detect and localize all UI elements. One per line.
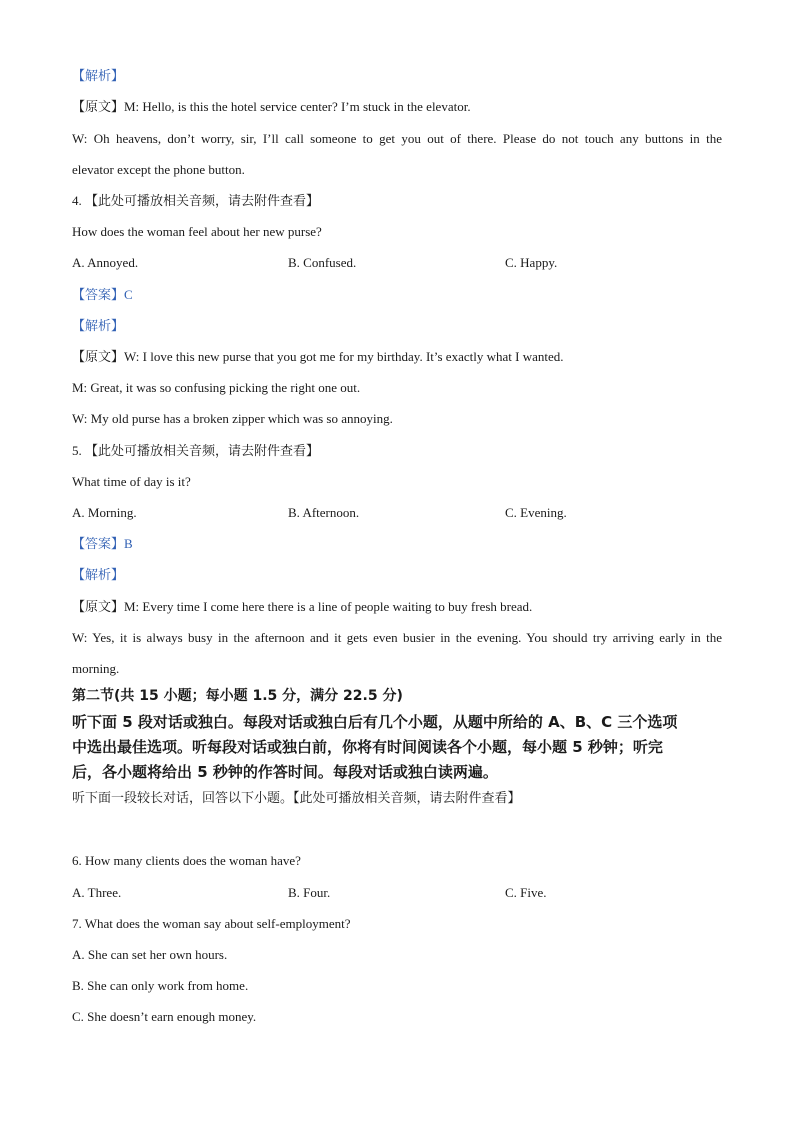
transcript-line: 【原文】M: Every time I come here there is a line of people waiting to buy fresh bread.: [72, 599, 533, 614]
option-b: B. Four.: [288, 885, 331, 900]
option-b: B. Afternoon.: [288, 505, 360, 520]
question-4-text: How does the woman feel about her new purse?: [72, 224, 322, 239]
option-c: C. Happy.: [505, 255, 558, 270]
instructions-line: 后，各小题将给出 5 秒钟的作答时间。每段对话或独白读两遍。: [72, 763, 498, 781]
option-c: C. Five.: [505, 885, 547, 900]
option-a: A. Annoyed.: [72, 255, 139, 270]
question-4-header: 4. 【此处可播放相关音频，请去附件查看】: [72, 193, 320, 208]
transcript-line: elevator except the phone button.: [72, 162, 245, 177]
question-5-text: What time of day is it?: [72, 474, 191, 489]
transcript-line: morning.: [72, 661, 120, 676]
analysis-label: 【解析】: [72, 567, 125, 582]
option-a: A. Morning.: [72, 505, 137, 520]
question-5-options: [72, 505, 732, 521]
option-a: A. She can set her own hours.: [72, 947, 228, 962]
instructions-line: 中选出最佳选项。听每段对话或独白前，你将有时间阅读各个小题，每小题 5 秒钟；听完: [72, 738, 663, 756]
instructions-line: 听下面 5 段对话或独白。每段对话或独白后有几个小题，从题中所给的 A、B、C 三个选项: [72, 713, 678, 731]
question-6-text: 6. How many clients does the woman have?: [72, 853, 301, 868]
option-c: C. Evening.: [505, 505, 567, 520]
long-dialog-prompt: 听下面一段较长对话，回答以下小题。【此处可播放相关音频，请去附件查看】: [72, 791, 521, 806]
option-c: C. She doesn’t earn enough money.: [72, 1009, 257, 1024]
answer-label: 【答案】C: [72, 287, 133, 302]
analysis-label: 【解析】: [72, 68, 125, 83]
transcript-line: W: Yes, it is always busy in the afternoon and it gets even busier in the evening. You should try arriving early in the: [72, 630, 722, 645]
option-b: B. Confused.: [288, 255, 357, 270]
option-a: A. Three.: [72, 885, 122, 900]
transcript-line: 【原文】W: I love this new purse that you got me for my birthday. It’s exactly what I wanted.: [72, 349, 564, 364]
question-5-header: 5. 【此处可播放相关音频，请去附件查看】: [72, 443, 320, 458]
question-4-options: [72, 255, 732, 271]
option-b: B. She can only work from home.: [72, 978, 249, 993]
transcript-line: W: Oh heavens, don’t worry, sir, I’ll call someone to get you out of there. Please do not touch any buttons in the: [72, 131, 722, 146]
transcript-line: W: My old purse has a broken zipper which was so annoying.: [72, 411, 393, 426]
question-7-text: 7. What does the woman say about self-employment?: [72, 916, 351, 931]
analysis-label: 【解析】: [72, 318, 125, 333]
question-6-options: [72, 885, 732, 901]
transcript-line: M: Great, it was so confusing picking the right one out.: [72, 380, 361, 395]
section-heading: 第二节(共 15 小题；每小题 1.5 分，满分 22.5 分): [72, 688, 403, 704]
answer-label: 【答案】B: [72, 536, 133, 551]
transcript-line: 【原文】M: Hello, is this the hotel service center? I’m stuck in the elevator.: [72, 99, 471, 114]
